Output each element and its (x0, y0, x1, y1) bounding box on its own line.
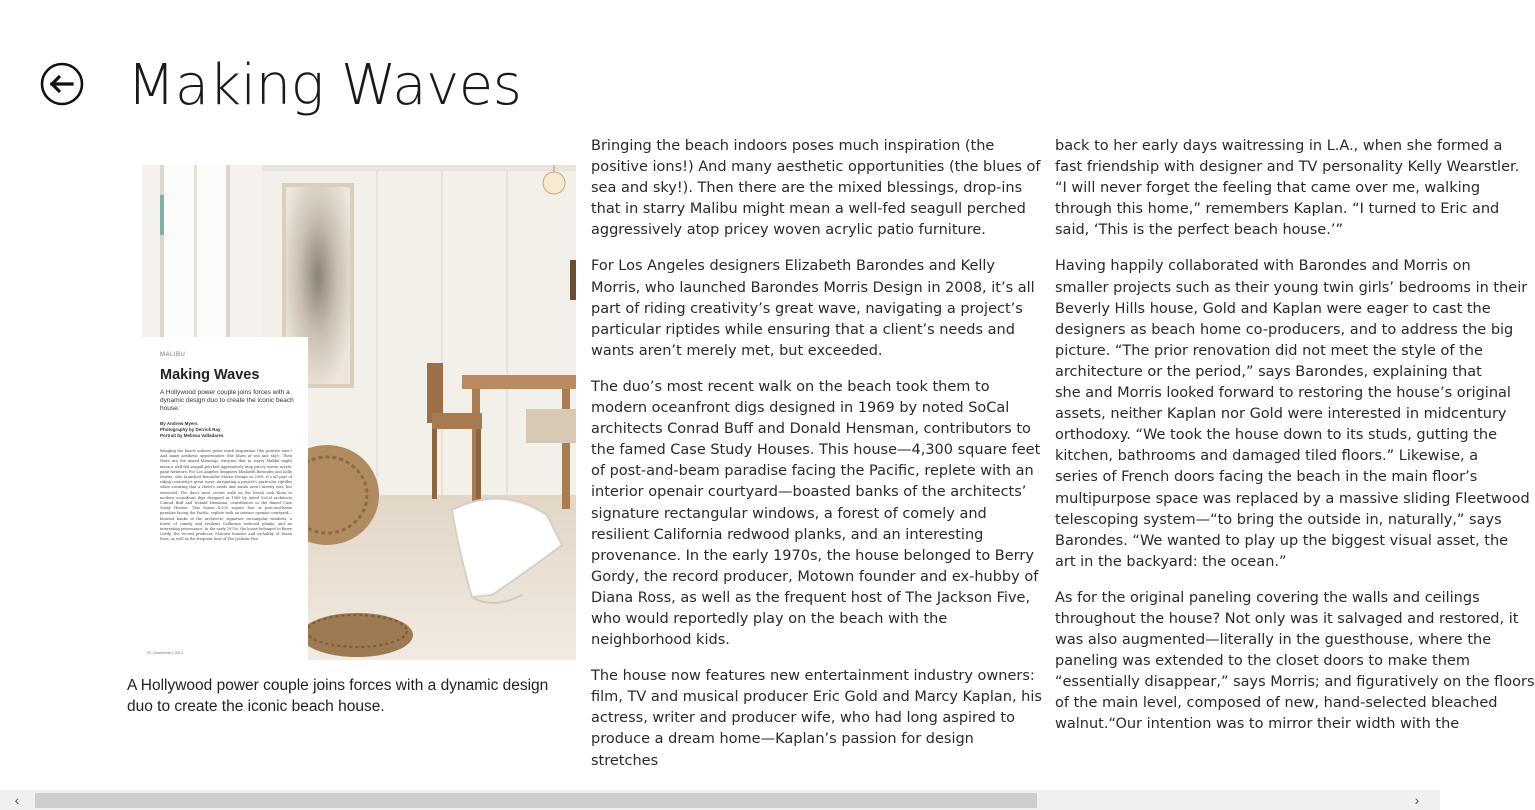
image-caption: A Hollywood power couple joins forces with a dynamic design duo to create the iconic beach house. (127, 677, 549, 715)
chevron-right-icon: › (1414, 792, 1420, 808)
article-paragraph: The duo’s most recent walk on the beach took them to modern oceanfront digs designed in 1969 by noted SoCal architects Conrad Buff and Donald Hensman, contributors to the famed Case Study Houses. This house—4,300 square feet of post-and-beam paradise facing the Pacific, replete with an interior openair courtyard—boasted banks of the architects’ signature rectangular windows, a forest of comely and resilient California redwood planks, and an interesting provenance. In the early 1970s, the house belonged to Berry Gordy, the record producer, Motown founder and ex-hubby of Diana Ross, as well as the frequent host of The Jackson Five, who would reportedly play on the beach with the neighborhood kids. (591, 378, 1041, 649)
scroll-right-button[interactable] (1400, 790, 1434, 810)
magazine-text-panel (142, 337, 308, 660)
magazine-credits: By Andrew Myers Photography by Derrick Ray Portrait by Melissa Valladares (160, 421, 224, 438)
back-button[interactable] (40, 62, 84, 106)
chevron-left-icon: ‹ (14, 792, 20, 808)
article-paragraph: Having happily collaborated with Barondes and Morris on smaller projects such as their young twin girls’ bedrooms in their Beverly Hills house, Gold and Kaplan were eager to cast the designers as beach home co-producers, and to address the big picture. “The prior renovation did not meet the style of the architecture or the period,” says Barondes, explaining that she and Morris looked forward to restoring the house’s original assets, neither Kaplan nor Gold were interested in midcentury orthodoxy. “We took the house down to its studs, gutting the kitchen, bathrooms and damaged tiled floors.” Likewise, a series of French doors facing the beach in the main floor’s multipurpose space was replaced by a massive sliding Fleetwood telescoping system—“to bring the outside in, naturally,” says Barondes. “We wanted to play up the biggest visual asset, the art in the backyard: the ocean.” (1055, 258, 1530, 570)
back-arrow-icon (40, 62, 84, 106)
article-paragraph: As for the original paneling covering the walls and ceilings throughout the house? Not only was it salvaged and restored, it was also augmented—literally in the guesthouse, where the paneling was extended to the closet doors to make them “essentially disappear,” says Morris; and figuratively on the floors of the main level, composed of new, hand-selected bleached walnut.“Our intention was to mirror their width with the (1055, 589, 1535, 733)
scrollbar-thumb[interactable] (35, 793, 1037, 808)
magazine-title: Making Waves (160, 367, 260, 383)
magazine-deck: A Hollywood power couple joins forces with a dynamic design duo to create the iconic beach house. (160, 389, 294, 412)
article-paragraph: back to her early days waitressing in L.A., when she formed a fast friendship with designer and TV personality Kelly Wearstler. “I will never forget the feeling that came over me, walking through this home,” remembers Kaplan. “I turned to Eric and said, ‘This is the perfect beach house.’” (1055, 138, 1520, 239)
magazine-body-text: Bringing the beach indoors poses much inspiration (the positive ions!) And many aesthetic opportunities (the blues of sea and sky!). Then there are the mixed blessings, drop-ins that in starry Malibu might mean a well-fed seagull perched aggressively atop pricey woven acrylic patio furniture. For Los Angeles designers Elizabeth Barondes and Kelly Morris, who launched Barondes Morris Design in 2008, it's all part of riding creativity's great wave, navigating a project's particular riptides while ensuring that a client's needs and wants aren't merely met, but exceeded. The duo's most recent walk on the beach took them to modern oceanfront digs designed in 1969 by noted SoCal architects Conrad Buff and Donald Hensman, contributors to the famed Case Study Houses. This house—4,300 square feet of post-and-beam paradise facing the Pacific, replete with an interior openair courtyard—boasted banks of the architects' signature rectangular windows, a forest of comely and resilient California redwood planks, and an interesting provenance. In the early 1970s, the house belonged to Berry Gordy, the record producer, Motown founder and ex-hubby of Diana Ross, as well as the frequent host of The Jackson Five. (160, 449, 293, 542)
scroll-left-button[interactable] (0, 790, 34, 810)
article-paragraph: For Los Angeles designers Elizabeth Barondes and Kelly Morris, who launched Barondes Morris Design in 2008, it’s all part of riding creativity’s great wave, navigating a project’s particular riptides while ensuring that a client’s needs and wants aren’t merely met, but exceeded. (591, 258, 1035, 359)
page-title: Making Waves (127, 53, 522, 118)
article-column-1 (591, 136, 1043, 787)
magazine-page-image[interactable] (142, 165, 576, 660)
magazine-folio: 76 | luxehome | 2014 (146, 650, 184, 655)
article-paragraph: The house now features new entertainment industry owners: film, TV and musical producer Eric Gold and Marcy Kaplan, his actress, writer and producer wife, who had long aspired to produce a dream home—Kaplan’s passion for design stretches (591, 668, 1042, 769)
article-column-2 (1055, 136, 1535, 751)
magazine-kicker: MALIBU (160, 352, 186, 358)
article-paragraph: Bringing the beach indoors poses much inspiration (the positive ions!) And many aesthetic opportunities (the blues of sea and sky!). Then there are the mixed blessings, drop-ins that in starry Malibu might mean a well-fed seagull perched aggressively atop pricey woven acrylic patio furniture. (591, 138, 1041, 239)
horizontal-scrollbar[interactable] (0, 790, 1440, 810)
